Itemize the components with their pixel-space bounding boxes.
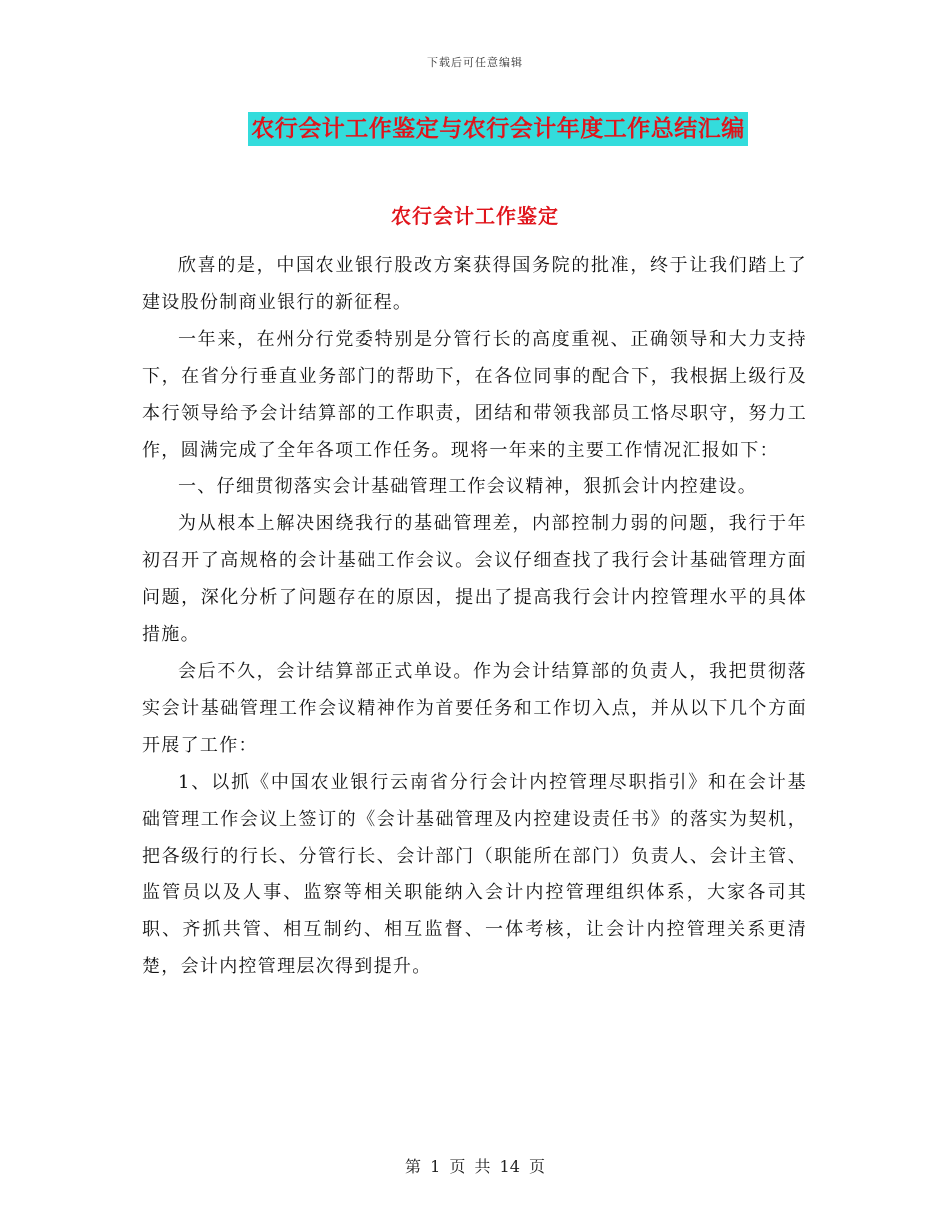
main-title: 农行会计工作鉴定与农行会计年度工作总结汇编 — [248, 112, 748, 146]
section-title: 农行会计工作鉴定 — [391, 204, 559, 228]
paragraph: 1、以抓《中国农业银行云南省分行会计内控管理尽职指引》和在会计基础管理工作会议上签订的《会计基础管理及内控建设责任书》的落实为契机，把各级行的行长、分管行长、会计部门（职能所在部门）负责人、会计主管、监管员以及人事、监察等相关职能纳入会计内控管理组织体系，大家各司其职、齐抓共管、相互制约、相互监督、一体考核，让会计内控管理关系更清楚，会计内控管理层次得到提升。 — [142, 771, 807, 978]
paragraph: 一年来，在州分行党委特别是分管行长的高度重视、正确领导和大力支持下，在省分行垂直业务部门的帮助下，在各位同事的配合下，我根据上级行及本行领导给予会计结算部的工作职责，团结和带领我部员工恪尽职守，努力工作，圆满完成了全年各项工作任务。现将一年来的主要工作情况汇报如下： — [142, 328, 807, 461]
paragraph: 为从根本上解决困绕我行的基础管理差，内部控制力弱的问题，我行于年初召开了高规格的会计基础工作会议。会议仔细查找了我行会计基础管理方面问题，深化分析了问题存在的原因，提出了提高我行会计内控管理水平的具体措施。 — [142, 513, 807, 646]
header-note: 下载后可任意编辑 — [427, 56, 523, 69]
main-title-container — [0, 112, 950, 146]
document-body — [142, 248, 807, 986]
page-number: 第 1 页 共 14 页 — [405, 1157, 545, 1176]
paragraph: 欣喜的是，中国农业银行股改方案获得国务院的批准，终于让我们踏上了建设股份制商业银行的新征程。 — [142, 255, 807, 313]
paragraph: 一、仔细贯彻落实会计基础管理工作会议精神，狠抓会计内控建设。 — [178, 476, 757, 498]
paragraph: 会后不久，会计结算部正式单设。作为会计结算部的负责人，我把贯彻落实会计基础管理工作会议精神作为首要任务和工作切入点，并从以下几个方面开展了工作： — [142, 660, 807, 756]
